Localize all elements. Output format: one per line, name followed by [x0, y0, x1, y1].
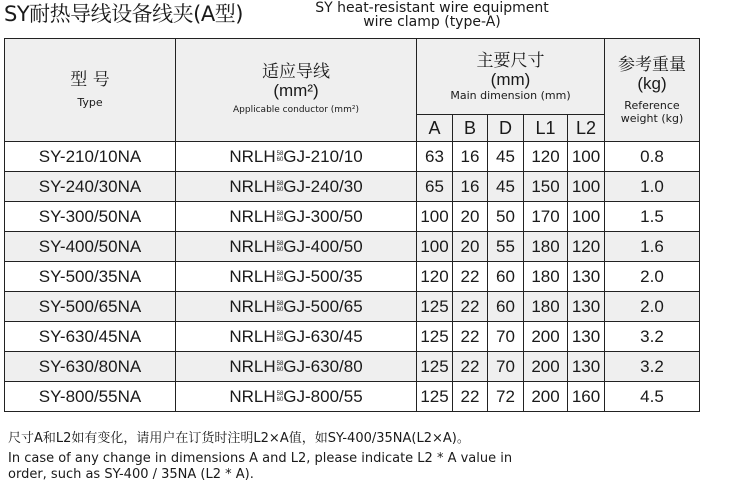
header-type — [5, 39, 176, 142]
cell-a: 63 — [417, 142, 453, 172]
conductor-sup: 58 — [276, 301, 284, 308]
cell-a: 65 — [417, 172, 453, 202]
cell-b: 16 — [453, 172, 488, 202]
cell-l1: 200 — [524, 382, 568, 412]
conductor-sub: 60 — [276, 217, 284, 224]
cell-conductor — [176, 382, 417, 412]
header-col-a: A — [417, 115, 453, 142]
cell-l1: 200 — [524, 322, 568, 352]
cell-b: 22 — [453, 382, 488, 412]
table-row — [5, 292, 700, 322]
cell-type: SY-500/35NA — [5, 262, 176, 292]
table-row — [5, 142, 700, 172]
cell-d: 70 — [488, 352, 524, 382]
cell-l1: 180 — [524, 262, 568, 292]
conductor-prefix: NRLH — [229, 236, 276, 256]
conductor-prefix: NRLH — [229, 326, 276, 346]
cell-a: 125 — [417, 382, 453, 412]
cell-weight: 2.0 — [605, 292, 700, 322]
table-row — [5, 322, 700, 352]
header-type-cn: 型 号 — [70, 70, 110, 90]
cell-d: 45 — [488, 142, 524, 172]
cell-l2: 160 — [568, 382, 605, 412]
cell-l1: 200 — [524, 352, 568, 382]
cell-b: 22 — [453, 292, 488, 322]
cell-a: 125 — [417, 322, 453, 352]
cell-a: 100 — [417, 232, 453, 262]
header-type-en: Type — [77, 96, 103, 109]
conductor-sub: 60 — [276, 247, 284, 254]
cell-l2: 130 — [568, 322, 605, 352]
conductor-suffix: GJ-800/55 — [283, 386, 363, 406]
cell-weight: 1.5 — [605, 202, 700, 232]
conductor-prefix: NRLH — [229, 206, 276, 226]
header-dimension — [417, 39, 605, 115]
header-col-d: D — [488, 115, 524, 142]
cell-l2: 130 — [568, 262, 605, 292]
conductor-sup: 58 — [276, 241, 284, 248]
conductor-sup: 58 — [276, 181, 284, 188]
cell-type: SY-630/45NA — [5, 322, 176, 352]
conductor-sup: 58 — [276, 361, 284, 368]
table-row — [5, 352, 700, 382]
cell-a: 120 — [417, 262, 453, 292]
cell-weight: 2.0 — [605, 262, 700, 292]
cell-l2: 130 — [568, 352, 605, 382]
conductor-prefix: NRLH — [229, 296, 276, 316]
conductor-sub: 60 — [276, 337, 284, 344]
cell-a: 125 — [417, 352, 453, 382]
cell-conductor — [176, 172, 417, 202]
cell-type: SY-800/55NA — [5, 382, 176, 412]
cell-l1: 170 — [524, 202, 568, 232]
conductor-prefix: NRLH — [229, 176, 276, 196]
conductor-prefix: NRLH — [229, 146, 276, 166]
cell-b: 22 — [453, 352, 488, 382]
cell-l2: 100 — [568, 142, 605, 172]
header-col-b: B — [453, 115, 488, 142]
cell-b: 22 — [453, 262, 488, 292]
conductor-sub: 60 — [276, 397, 284, 404]
cell-conductor — [176, 322, 417, 352]
cell-type: SY-400/50NA — [5, 232, 176, 262]
cell-b: 20 — [453, 232, 488, 262]
cell-type: SY-300/50NA — [5, 202, 176, 232]
table-row — [5, 202, 700, 232]
cell-d: 70 — [488, 322, 524, 352]
cell-weight: 3.2 — [605, 322, 700, 352]
cell-l1: 180 — [524, 232, 568, 262]
cell-conductor — [176, 232, 417, 262]
header-conductor-en: Applicable conductor (mm²) — [233, 105, 359, 115]
cell-conductor — [176, 352, 417, 382]
header-col-l1: L1 — [524, 115, 568, 142]
cell-type: SY-630/80NA — [5, 352, 176, 382]
conductor-prefix: NRLH — [229, 266, 276, 286]
conductor-sup: 58 — [276, 391, 284, 398]
header-col-l2: L2 — [568, 115, 605, 142]
header-dimension-en: Main dimension (mm) — [450, 88, 571, 102]
conductor-sub: 60 — [276, 277, 284, 284]
cell-l2: 130 — [568, 292, 605, 322]
cell-type: SY-500/65NA — [5, 292, 176, 322]
cell-l1: 150 — [524, 172, 568, 202]
cell-d: 72 — [488, 382, 524, 412]
conductor-prefix: NRLH — [229, 386, 276, 406]
cell-d: 60 — [488, 292, 524, 322]
cell-d: 60 — [488, 262, 524, 292]
conductor-suffix: GJ-500/35 — [283, 266, 363, 286]
cell-weight: 1.0 — [605, 172, 700, 202]
cell-l1: 180 — [524, 292, 568, 322]
cell-conductor — [176, 142, 417, 172]
cell-l1: 120 — [524, 142, 568, 172]
cell-b: 22 — [453, 322, 488, 352]
conductor-sub: 60 — [276, 187, 284, 194]
cell-weight: 0.8 — [605, 142, 700, 172]
conductor-sup: 58 — [276, 211, 284, 218]
conductor-suffix: GJ-240/30 — [283, 176, 363, 196]
cell-b: 20 — [453, 202, 488, 232]
cell-a: 125 — [417, 292, 453, 322]
conductor-suffix: GJ-300/50 — [283, 206, 363, 226]
page-title: SY耐热导线设备线夹(A型) — [4, 2, 243, 26]
cell-d: 55 — [488, 232, 524, 262]
header-weight — [605, 39, 700, 142]
cell-b: 16 — [453, 142, 488, 172]
conductor-suffix: GJ-500/65 — [283, 296, 363, 316]
cell-conductor — [176, 262, 417, 292]
header-conductor — [176, 39, 417, 142]
cell-l2: 100 — [568, 172, 605, 202]
header-conductor-cn: 适应导线 — [262, 62, 330, 82]
header-weight-unit: (kg) — [637, 73, 667, 93]
cell-type: SY-240/30NA — [5, 172, 176, 202]
conductor-sup: 58 — [276, 151, 284, 158]
header-dimension-cn: 主要尺寸 — [476, 50, 545, 71]
cell-weight: 4.5 — [605, 382, 700, 412]
cell-conductor — [176, 292, 417, 322]
header-conductor-unit: (mm²) — [273, 81, 319, 100]
cell-weight: 3.2 — [605, 352, 700, 382]
conductor-sub: 60 — [276, 157, 284, 164]
conductor-sub: 60 — [276, 367, 284, 374]
cell-a: 100 — [417, 202, 453, 232]
conductor-sup: 58 — [276, 271, 284, 278]
table-row — [5, 232, 700, 262]
cell-l2: 120 — [568, 232, 605, 262]
conductor-sup: 58 — [276, 331, 284, 338]
header-weight-en: Reference weight (kg) — [620, 98, 684, 125]
note-chinese: 尺寸A和L2如有变化，请用户在订货时注明L2×A值，如SY-400/35NA(L2×A)。 — [8, 431, 470, 446]
spec-table — [4, 38, 700, 412]
header-dimension-unit: (mm) — [490, 69, 531, 89]
conductor-prefix: NRLH — [229, 356, 276, 376]
cell-conductor — [176, 202, 417, 232]
table-row — [5, 172, 700, 202]
conductor-suffix: GJ-210/10 — [283, 146, 363, 166]
cell-l2: 100 — [568, 202, 605, 232]
note-english: In case of any change in dimensions A and L2, please indicate L2 * A value in order, such as SY-400 / 35NA (L2 * A). — [8, 451, 513, 482]
header-weight-cn: 参考重量 — [618, 54, 686, 75]
conductor-suffix: GJ-630/80 — [283, 356, 363, 376]
table-row — [5, 262, 700, 292]
cell-type: SY-210/10NA — [5, 142, 176, 172]
conductor-sub: 60 — [276, 307, 284, 314]
cell-d: 50 — [488, 202, 524, 232]
page-title-english: SY heat-resistant wire equipment wire clamp (type-A) — [315, 0, 549, 30]
cell-d: 45 — [488, 172, 524, 202]
conductor-suffix: GJ-400/50 — [283, 236, 363, 256]
table-row — [5, 382, 700, 412]
cell-weight: 1.6 — [605, 232, 700, 262]
conductor-suffix: GJ-630/45 — [283, 326, 363, 346]
